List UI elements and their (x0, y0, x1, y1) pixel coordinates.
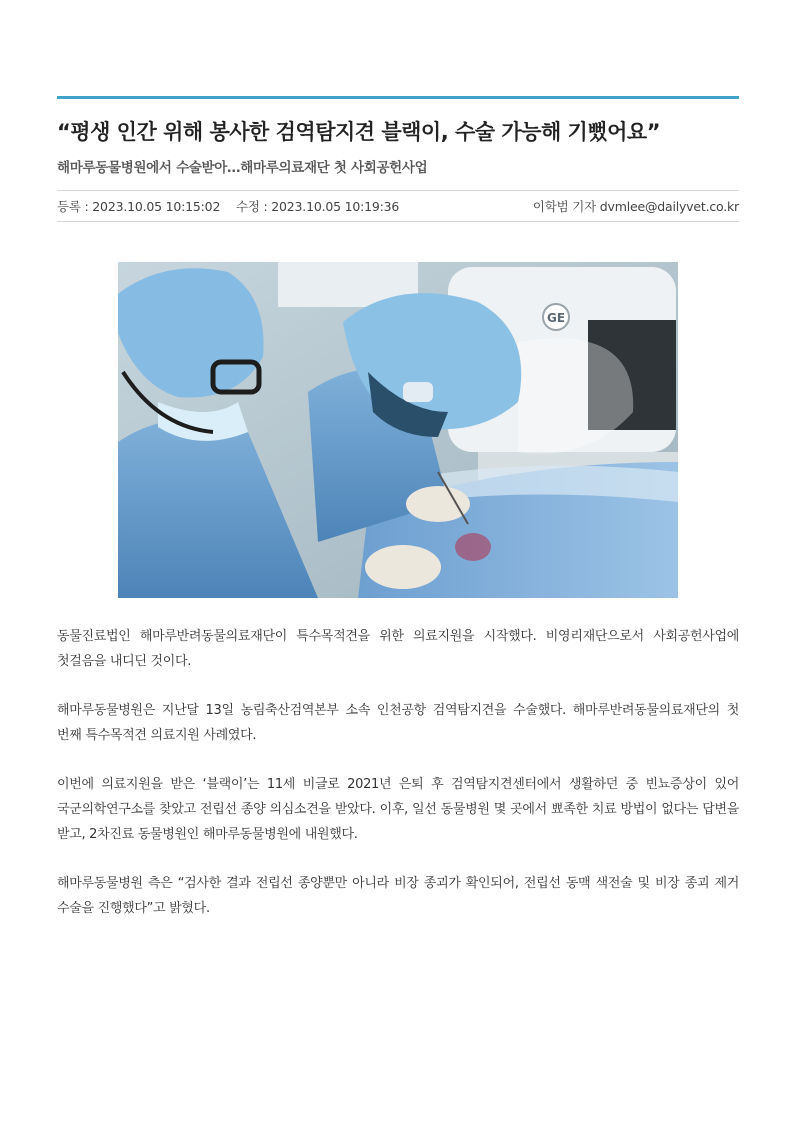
article-meta-bar (57, 190, 739, 222)
article-subheadline: 해마루동물병원에서 수술받아…해마루의료재단 첫 사회공헌사업 (57, 160, 428, 176)
article-body (57, 624, 739, 921)
registered-timestamp: 등록 : 2023.10.05 10:15:02 (57, 199, 221, 214)
paragraph-1: 동물진료법인 해마루반려동물의료재단이 특수목적견을 위한 의료지원을 시작했다. 비영리재단으로서 사회공헌사업에 첫걸음을 내디딘 것이다. (57, 629, 739, 669)
paragraph-3: 이번에 의료지원을 받은 ‘블랙이’는 11세 비글로 2021년 은퇴 후 검역탐지견센터에서 생활하던 중 빈뇨증상이 있어 국군의학연구소를 찾았고 전립선 종양 의심소견을 받았다. 이후, 일선 동물병원 몇 곳에서 뾰족한 치료 방법이 없다는 답변을 받고, 2차진료 동물병원인 해마루동물병원에 내원했다. (57, 777, 739, 842)
byline: 이학범 기자 dvmlee@dailyvet.co.kr (532, 199, 739, 214)
surgery-photo-illustration (118, 262, 678, 598)
article (57, 96, 739, 945)
paragraph-4: 해마루동물병원 측은 “검사한 결과 전립선 종양뿐만 아니라 비장 종괴가 확인되어, 전립선 동맥 색전술 및 비장 종괴 제거 수술을 진행했다”고 밝혔다. (57, 876, 739, 916)
monitor-logo: GE (546, 311, 566, 325)
modified-timestamp: 수정 : 2023.10.05 10:19:36 (235, 199, 400, 214)
paragraph-2: 해마루동물병원은 지난달 13일 농림축산검역본부 소속 인천공항 검역탐지견을 수술했다. 해마루반려동물의료재단의 첫 번째 특수목적견 의료지원 사례였다. (57, 703, 739, 743)
article-headline: “평생 인간 위해 봉사한 검역탐지견 블랙이, 수술 가능해 기뻤어요” (57, 120, 661, 144)
surgery-photo (118, 262, 678, 598)
top-accent-rule (57, 96, 739, 99)
timestamps (57, 197, 411, 215)
